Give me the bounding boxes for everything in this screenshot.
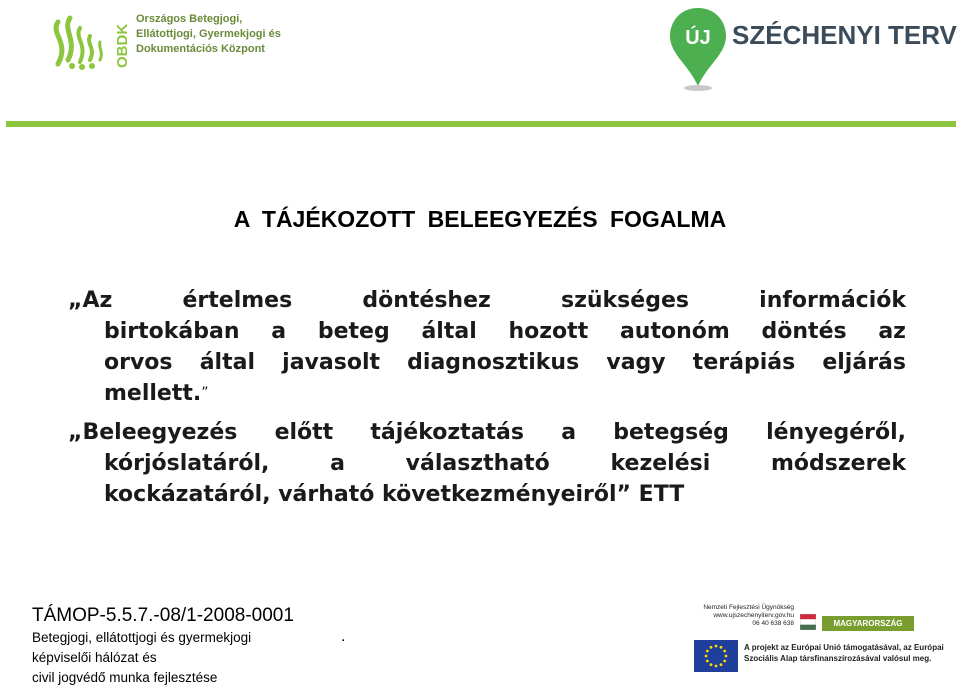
hungarian-flag-icon: [800, 614, 816, 630]
szechenyi-label: SZÉCHENYI TERV: [732, 20, 957, 50]
header-divider: [6, 121, 956, 127]
obdk-acronym-mark: [112, 14, 132, 72]
project-line: Betegjogi, ellátottjogi és gyermekjogi: [32, 630, 252, 645]
page-title: A TÁJÉKOZOTT BELEEGYEZÉS FOGALMA: [233, 206, 727, 232]
ett-paragraph: [68, 417, 906, 510]
project-line: civil jogvédő munka fejlesztése: [32, 670, 218, 685]
nfu-info: [684, 604, 794, 628]
eu-funding-block: [684, 600, 944, 678]
paragraph-line: „Beleegyezés előtt tájékoztatás a betegség lényegéről,: [68, 420, 906, 445]
obdk-acronym: OBDK: [114, 23, 131, 68]
project-footer: [32, 604, 294, 688]
eu-flag-icon: [694, 640, 738, 672]
paragraph-last-text: mellett.: [104, 381, 202, 406]
obdk-line: Országos Betegjogi,: [136, 13, 243, 25]
map-pin-icon: [668, 4, 728, 92]
nfu-line: 06 40 638 638: [752, 620, 794, 627]
paragraph-line: kórjóslatáról, a választható kezelési módszerek: [104, 451, 906, 476]
obdk-mark-icon: [48, 14, 113, 72]
paragraph-line: orvos által javasolt diagnosztikus vagy terápiás eljárás: [104, 350, 906, 375]
nfu-line: www.ujszechenyiterv.gov.hu: [713, 612, 794, 619]
uj-label: ÚJ: [685, 27, 711, 49]
magyarorszag-megujul-badge: MAGYARORSZÁG MEGÚJUL: [822, 616, 914, 631]
paragraph-line: birtokában a beteg által hozott autonóm döntés az: [104, 319, 906, 344]
project-line: képviselői hálózat és: [32, 650, 157, 665]
closing-quote: ”: [201, 385, 209, 401]
project-code: TÁMOP-5.5.7.-08/1-2008-0001: [32, 605, 294, 626]
nfu-line: Nemzeti Fejlesztési Ügynökség: [703, 604, 794, 611]
eu-line: A projekt az Európai Unió támogatásával, az Európai: [744, 643, 944, 652]
obdk-name: [136, 12, 281, 57]
paragraph-line: „Az értelmes döntéshez szükséges információk: [68, 288, 906, 313]
szechenyi-terv-logo: [668, 4, 957, 92]
paragraph-line: kockázatáról, várható következményeiről” ETT: [104, 482, 685, 507]
obdk-line: Dokumentációs Központ: [136, 43, 265, 55]
definition-paragraph: [68, 285, 906, 409]
obdk-line: Ellátottjogi, Gyermekjogi és: [136, 28, 281, 40]
eu-line: Szociális Alap társfinanszírozásával valósul meg.: [744, 654, 932, 663]
obdk-logo: [48, 10, 281, 76]
footer-dot: .: [341, 628, 346, 645]
paragraph-line: [68, 378, 906, 409]
eu-funding-text: [744, 642, 944, 664]
